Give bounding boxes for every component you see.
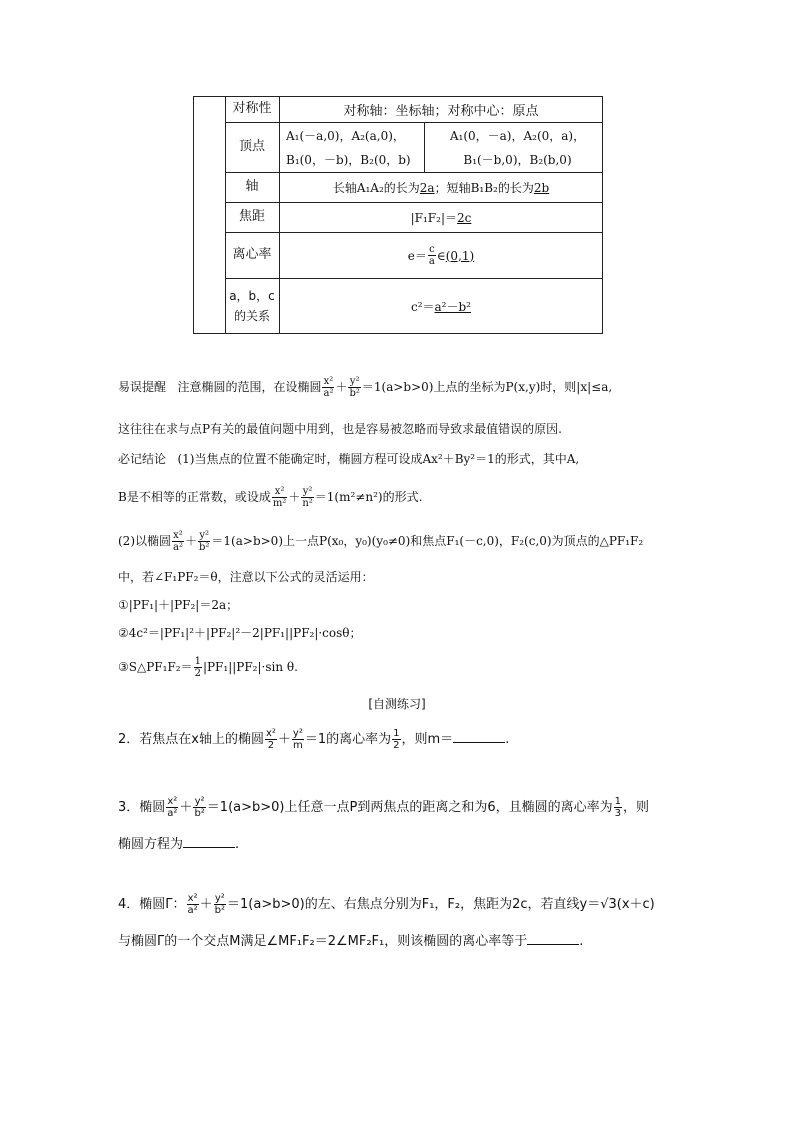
text: ，则m＝ bbox=[401, 732, 454, 747]
ecc-in: ∈ bbox=[436, 248, 446, 263]
text: 2．若焦点在x轴上的椭圆 bbox=[118, 732, 264, 747]
row-label: 焦距 bbox=[225, 203, 280, 232]
fraction bbox=[614, 796, 622, 819]
axis-prefix: 长轴A₁A₂的长为 bbox=[332, 181, 420, 195]
text: 4．椭圆Γ： bbox=[118, 897, 186, 912]
fraction bbox=[166, 796, 178, 819]
fraction bbox=[272, 486, 288, 509]
fraction bbox=[193, 796, 205, 819]
text: 椭圆方程为 bbox=[118, 837, 184, 852]
focal-prefix: |F₁F₂|＝ bbox=[410, 211, 457, 225]
table-row-eccentricity bbox=[225, 233, 602, 279]
fraction bbox=[187, 893, 199, 916]
axis-mid: ；短轴B₁B₂的长为 bbox=[434, 181, 534, 195]
vertex-x-axis-cell bbox=[280, 123, 425, 172]
fraction-denominator: b² bbox=[199, 542, 210, 553]
conclusion-line-3: (2)以椭圆 $\frac{\text{x²}}{\text{a²}}$ ＋ $\frac{\text{y²}}{\text{b²}}$ ＝1(a>b>0)上一点P(x₀，y₀)(y₀≠0)和焦点F₁(－c,0)，F₂(c,0)为顶点的△PF₁F₂ bbox=[118, 530, 644, 553]
vertex-line: A₁(0，－a)，A₂(0，a)， bbox=[449, 128, 586, 143]
table-row-axis bbox=[225, 173, 602, 203]
conclusion-line-4: 中，若∠F₁PF₂＝θ，注意以下公式的灵活运用： bbox=[118, 570, 374, 584]
fraction bbox=[194, 656, 202, 679]
fraction-denominator: m² bbox=[272, 498, 287, 509]
row-label: 轴 bbox=[225, 173, 280, 202]
fraction bbox=[322, 376, 334, 399]
fraction-numerator: x² bbox=[265, 728, 276, 739]
fraction-numerator: x² bbox=[173, 530, 183, 541]
fraction-numerator: 1 bbox=[393, 728, 400, 739]
text: ＝1(a>b>0)上一点P(x₀，y₀)(y₀≠0)和焦点F₁(－c,0)，F₂(c,0)为顶点的△PF₁F₂ bbox=[211, 534, 644, 548]
row-label bbox=[225, 279, 280, 333]
row-value bbox=[280, 279, 602, 333]
conclusion-line-2: B是不相等的正常数，或设成 $\frac{\text{x²}}{\text{m²}}$ ＋ $\frac{\text{y²}}{\text{n²}}$ ＝1(m²≠n²)的形式. bbox=[118, 486, 423, 509]
question-2: 2．若焦点在x轴上的椭圆 $\frac{\text{x²}}{2}$ ＋ $\frac{\text{y²}}{m}$ ＝1的离心率为 $\frac{1}{2}$ ，则m＝ . bbox=[118, 728, 510, 751]
answer-blank[interactable] bbox=[453, 732, 505, 743]
fraction bbox=[292, 728, 304, 751]
table-row-relation bbox=[225, 279, 602, 333]
self-test-title: [自测练习] bbox=[368, 697, 426, 711]
fraction-numerator: y² bbox=[214, 893, 225, 904]
ecc-prefix: e＝ bbox=[407, 249, 427, 263]
fraction-denominator: a bbox=[428, 256, 435, 267]
fraction-denominator: 2 bbox=[194, 668, 201, 679]
text: ，则 bbox=[622, 800, 649, 815]
row-value bbox=[280, 233, 602, 278]
fraction-numerator: 1 bbox=[194, 656, 201, 667]
text: 与椭圆Γ的一个交点M满足∠MF₁F₂＝2∠MF₂F₁，则该椭圆的离心率等于 bbox=[118, 934, 528, 949]
fraction-denominator: b² bbox=[349, 388, 360, 399]
text: . bbox=[579, 934, 584, 949]
label-line: 的关系 bbox=[233, 309, 270, 323]
vertex-line: B₁(－b,0)，B₂(b,0) bbox=[463, 152, 572, 167]
table-row-vertex bbox=[225, 123, 602, 173]
ecc-fraction bbox=[428, 244, 436, 267]
fraction-denominator: 3 bbox=[614, 808, 621, 819]
row-label: 离心率 bbox=[225, 233, 280, 278]
row-label: 顶点 bbox=[225, 123, 280, 172]
fraction-numerator: y² bbox=[194, 796, 205, 807]
table-row-symmetry bbox=[225, 97, 602, 123]
fraction bbox=[265, 728, 277, 751]
text: 3．椭圆 bbox=[118, 800, 166, 815]
text: ＝1的离心率为 bbox=[304, 732, 392, 747]
formula-2: ②4c²＝|PF₁|²＋|PF₂|²－2|PF₁||PF₂|·cosθ； bbox=[118, 626, 362, 640]
fraction bbox=[214, 893, 226, 916]
row-value: 对称轴：坐标轴；对称中心：原点 bbox=[343, 104, 539, 119]
fraction bbox=[348, 376, 360, 399]
row-value bbox=[280, 173, 602, 202]
fraction-numerator: y² bbox=[292, 728, 303, 739]
ecc-range: (0,1) bbox=[445, 248, 475, 263]
vertex-line: A₁(－a,0)，A₂(a,0)， bbox=[286, 128, 405, 143]
fraction-numerator: c bbox=[429, 244, 435, 255]
fraction-denominator: 2 bbox=[267, 740, 275, 751]
fraction-numerator: x² bbox=[272, 486, 288, 498]
fraction-numerator: y² bbox=[349, 376, 360, 387]
question-3-line-1: 3．椭圆 $\frac{\text{x²}}{\text{a²}}$ ＋ $\frac{\text{y²}}{\text{b²}}$ ＝1(a>b>0)上任意一点P到两焦点的距离之和为6，且椭圆的离心率为 $\frac{1}{3}$ ，则 bbox=[118, 796, 649, 819]
text: ＝1(a>b>0)上点的坐标为P(x,y)时，则|x|≤a, bbox=[361, 380, 613, 394]
fraction-numerator: y² bbox=[302, 486, 313, 497]
text: ＝1(a>b>0)的左、右焦点分别为F₁，F₂，焦距为2c，若直线y＝√3(x＋c) bbox=[227, 897, 655, 912]
row-label: 对称性 bbox=[225, 97, 280, 122]
formula-1: ①|PF₁|＋|PF₂|＝2a； bbox=[118, 598, 239, 612]
text: (1)当焦点的位置不能确定时，椭圆方程可设成Ax²＋By²＝1的形式，其中A, bbox=[177, 452, 580, 466]
table-left-column bbox=[194, 97, 226, 333]
text: . bbox=[505, 732, 510, 747]
fraction-numerator: 1 bbox=[614, 796, 621, 807]
label-line: a，b，c bbox=[229, 288, 275, 303]
relation-value: a²－b² bbox=[434, 299, 471, 314]
fraction-denominator: a² bbox=[167, 808, 178, 819]
relation-prefix: c²＝ bbox=[410, 299, 435, 314]
focal-value: 2c bbox=[457, 210, 472, 225]
fraction-denominator: n² bbox=[302, 498, 313, 509]
vertex-y-axis-cell bbox=[425, 123, 602, 172]
text: ③S△PF₁F₂＝ bbox=[118, 660, 193, 674]
conclusion-line-1 bbox=[118, 450, 579, 468]
question-4-line-1: 4．椭圆Γ： $\frac{\text{x²}}{\text{a²}}$ ＋ $\frac{\text{y²}}{\text{b²}}$ ＝1(a>b>0)的左、右焦点分别为F₁，F₂，焦距为2c，若直线y＝√3(x＋c) bbox=[118, 893, 655, 916]
fraction bbox=[198, 530, 210, 553]
text: |PF₁||PF₂|·sin θ. bbox=[202, 660, 298, 674]
formula-3 bbox=[118, 656, 298, 679]
fraction-numerator: x² bbox=[167, 796, 178, 807]
text: (2)以椭圆 bbox=[118, 534, 171, 548]
fraction-denominator: a² bbox=[173, 542, 183, 553]
text: ＝1(a>b>0)上任意一点P到两焦点的距离之和为6，且椭圆的离心率为 bbox=[206, 800, 613, 815]
fraction-denominator: a² bbox=[323, 388, 334, 399]
fraction-numerator: x² bbox=[187, 893, 198, 904]
fraction-denominator: a² bbox=[187, 905, 198, 916]
fraction-numerator: x² bbox=[323, 376, 334, 387]
table-row-focal bbox=[225, 203, 602, 233]
fraction-denominator: 2 bbox=[393, 740, 400, 751]
long-axis-length: 2a bbox=[419, 180, 435, 195]
answer-blank[interactable] bbox=[527, 934, 579, 945]
reminder-tag: 易误提醒 bbox=[118, 380, 167, 394]
text: B是不相等的正常数，或设成 bbox=[118, 490, 271, 504]
fraction bbox=[392, 728, 400, 751]
question-3-line-2 bbox=[118, 835, 239, 855]
reminder-line-1: 易误提醒 注意椭圆的范围，在设椭圆 $\frac{\text{x²}}{\text{a²}}$ ＋ $\frac{\text{y²}}{\text{b²}}$ ＝1(a>b>0)上点的坐标为P(x,y)时，则|x|≤a, bbox=[118, 376, 613, 399]
ellipse-property-table bbox=[193, 96, 603, 334]
row-value bbox=[280, 203, 602, 232]
fraction-numerator: y² bbox=[199, 530, 210, 541]
answer-blank[interactable] bbox=[183, 837, 235, 848]
fraction bbox=[172, 530, 184, 553]
vertex-line: B₁(0，－b)，B₂(0，b) bbox=[286, 152, 411, 167]
fraction-denominator: b² bbox=[214, 905, 226, 916]
text: ＝1(m²≠n²)的形式. bbox=[314, 490, 423, 504]
question-4-line-2 bbox=[118, 932, 583, 952]
fraction-denominator: b² bbox=[194, 808, 205, 819]
fraction bbox=[301, 486, 313, 509]
conclusion-tag: 必记结论 bbox=[118, 452, 167, 466]
reminder-line-2: 这往往在求与点P有关的最值问题中用到，也是容易被忽略而导致求最值错误的原因. bbox=[118, 422, 562, 436]
text: . bbox=[235, 837, 240, 852]
text: 注意椭圆的范围，在设椭圆 bbox=[177, 380, 322, 394]
short-axis-length: 2b bbox=[533, 180, 550, 195]
fraction-denominator: m bbox=[293, 740, 303, 751]
